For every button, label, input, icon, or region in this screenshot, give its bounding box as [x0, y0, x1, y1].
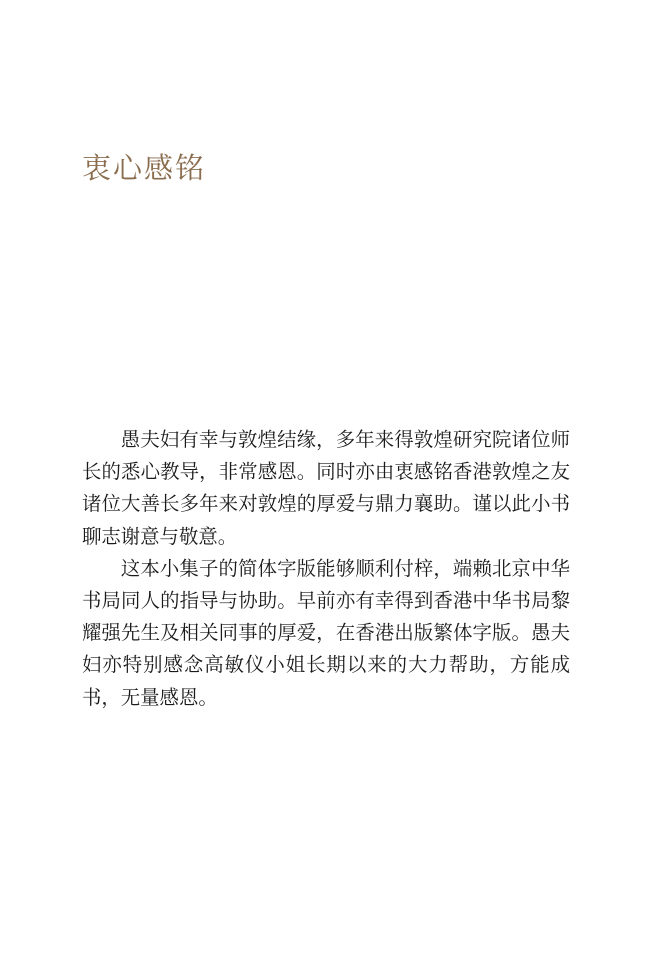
paragraph-2: 这本小集子的简体字版能够顺利付梓，端赖北京中华书局同人的指导与协助。早前亦有幸得到香港中华书局黎耀强先生及相关同事的厚爱，在香港出版繁体字版。愚夫妇亦特别感念高敏仪小姐长期以来的大力帮助，方能成书，无量感恩。 — [82, 556, 570, 709]
body-text — [82, 424, 570, 714]
paragraph-1: 愚夫妇有幸与敦煌结缘，多年来得敦煌研究院诸位师长的悉心教导，非常感恩。同时亦由衷感铭香港敦煌之友诸位大善长多年来对敦煌的厚爱与鼎力襄助。谨以此小书聊志谢意与敬意。 — [82, 428, 570, 548]
page-title: 衷心感铭 — [82, 151, 207, 185]
